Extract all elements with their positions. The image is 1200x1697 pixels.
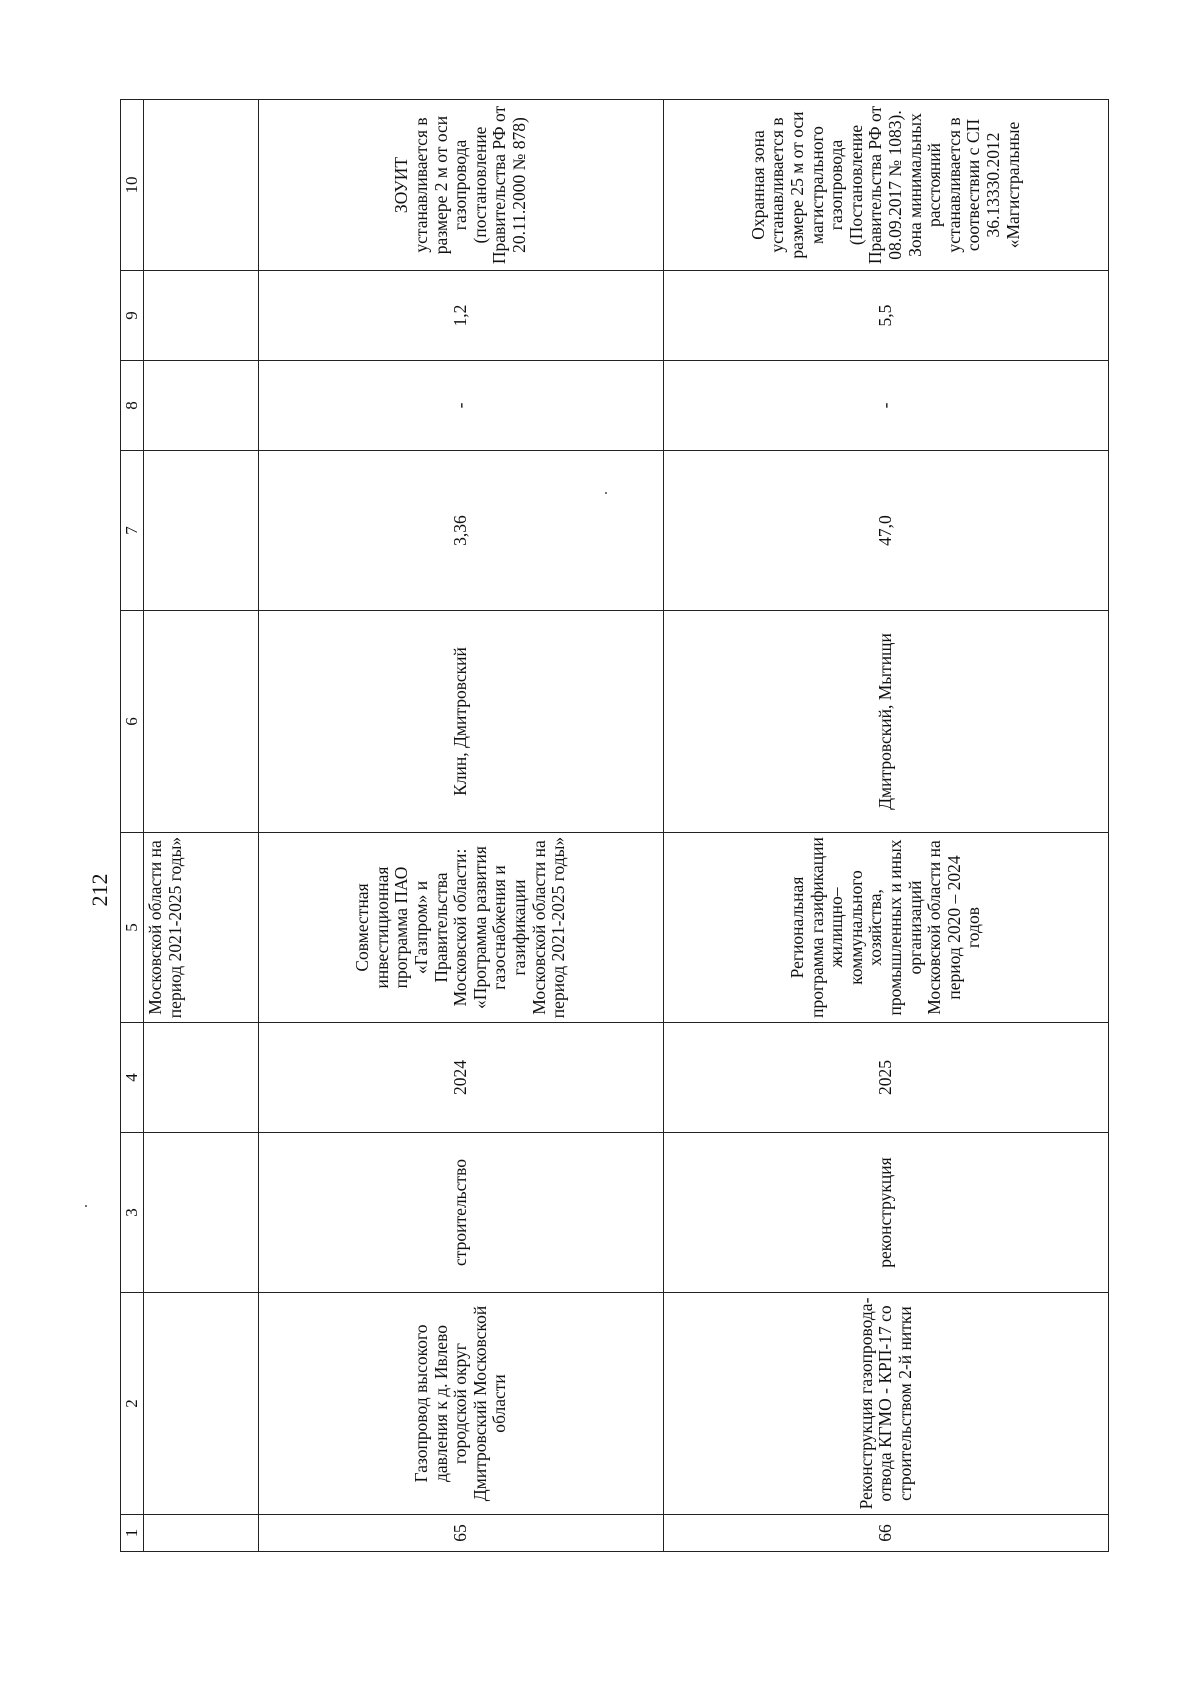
table-cell xyxy=(144,1515,259,1552)
column-number: 6 xyxy=(121,611,144,833)
rotated-data-table xyxy=(120,99,1109,1552)
page-number: 212 xyxy=(87,873,112,907)
table-cell xyxy=(144,1293,259,1515)
column-number: 3 xyxy=(121,1133,144,1293)
table-row xyxy=(664,100,1109,1552)
table-container xyxy=(120,100,1095,1552)
row-number-cell: 65 xyxy=(259,1515,664,1552)
continuation-row xyxy=(144,100,259,1552)
column-number: 5 xyxy=(121,833,144,1023)
column-number: 7 xyxy=(121,451,144,611)
program-continuation-cell: Московской области на период 2021-2025 годы» xyxy=(144,833,259,1023)
work-type-cell: строительство xyxy=(259,1133,664,1293)
districts-cell: Дмитровский, Мытищи xyxy=(664,611,1109,833)
table-row xyxy=(259,100,664,1552)
table-cell xyxy=(144,361,259,451)
program-cell: Совместная инвестиционная программа ПАО «Газпром» и Правительства Московской области: «Программа развития газоснабжения и газификации Московской области на период 2021-2025 годы» xyxy=(259,833,664,1023)
scan-speck xyxy=(85,1205,87,1207)
row-number-cell: 66 xyxy=(664,1515,1109,1552)
table-cell xyxy=(144,451,259,611)
value-cell: 5,5 xyxy=(664,271,1109,361)
value-cell: 1,2 xyxy=(259,271,664,361)
districts-cell: Клин, Дмитровский xyxy=(259,611,664,833)
value-cell: - xyxy=(259,361,664,451)
object-name-cell: Реконструкция газопровода-отвода КГМО - КРП-17 со строительством 2-й нитки xyxy=(664,1293,1109,1515)
column-number: 2 xyxy=(121,1293,144,1515)
table-cell xyxy=(144,611,259,833)
column-number: 1 xyxy=(121,1515,144,1552)
work-type-cell: реконструкция xyxy=(664,1133,1109,1293)
table-cell xyxy=(144,1023,259,1133)
column-number: 4 xyxy=(121,1023,144,1133)
value-cell: - xyxy=(664,361,1109,451)
zone-description-cell: Охранная зона устанавливается в размере 25 м от оси магистрального газопровода (Постановление Правительства РФ от 08.09.2017 № 1083). Зона минимальных расстояний устанавливается в соотвествии с СП 36.13330.2012 «Магистральные xyxy=(664,100,1109,271)
table-cell xyxy=(144,100,259,271)
object-name-cell: Газопровод высокого давления к д. Ивлево городской округ Дмитровский Московской области xyxy=(259,1293,664,1515)
column-number: 10 xyxy=(121,100,144,271)
program-cell: Региональная программа газификации жилищно–коммунального хозяйства, промышленных и иных организаций Московской области на период 2020 – 2024 годов xyxy=(664,833,1109,1023)
year-cell: 2024 xyxy=(259,1023,664,1133)
value-cell: 3,36 xyxy=(259,451,664,611)
column-number: 9 xyxy=(121,271,144,361)
column-number: 8 xyxy=(121,361,144,451)
column-number-row xyxy=(121,100,144,1552)
table-cell xyxy=(144,271,259,361)
year-cell: 2025 xyxy=(664,1023,1109,1133)
value-cell: 47,0 xyxy=(664,451,1109,611)
table-cell xyxy=(144,1133,259,1293)
zone-description-cell: ЗОУИТ устанавливается в размере 2 м от оси газопровода (постановление Правительства РФ от 20.11.2000 № 878) xyxy=(259,100,664,271)
